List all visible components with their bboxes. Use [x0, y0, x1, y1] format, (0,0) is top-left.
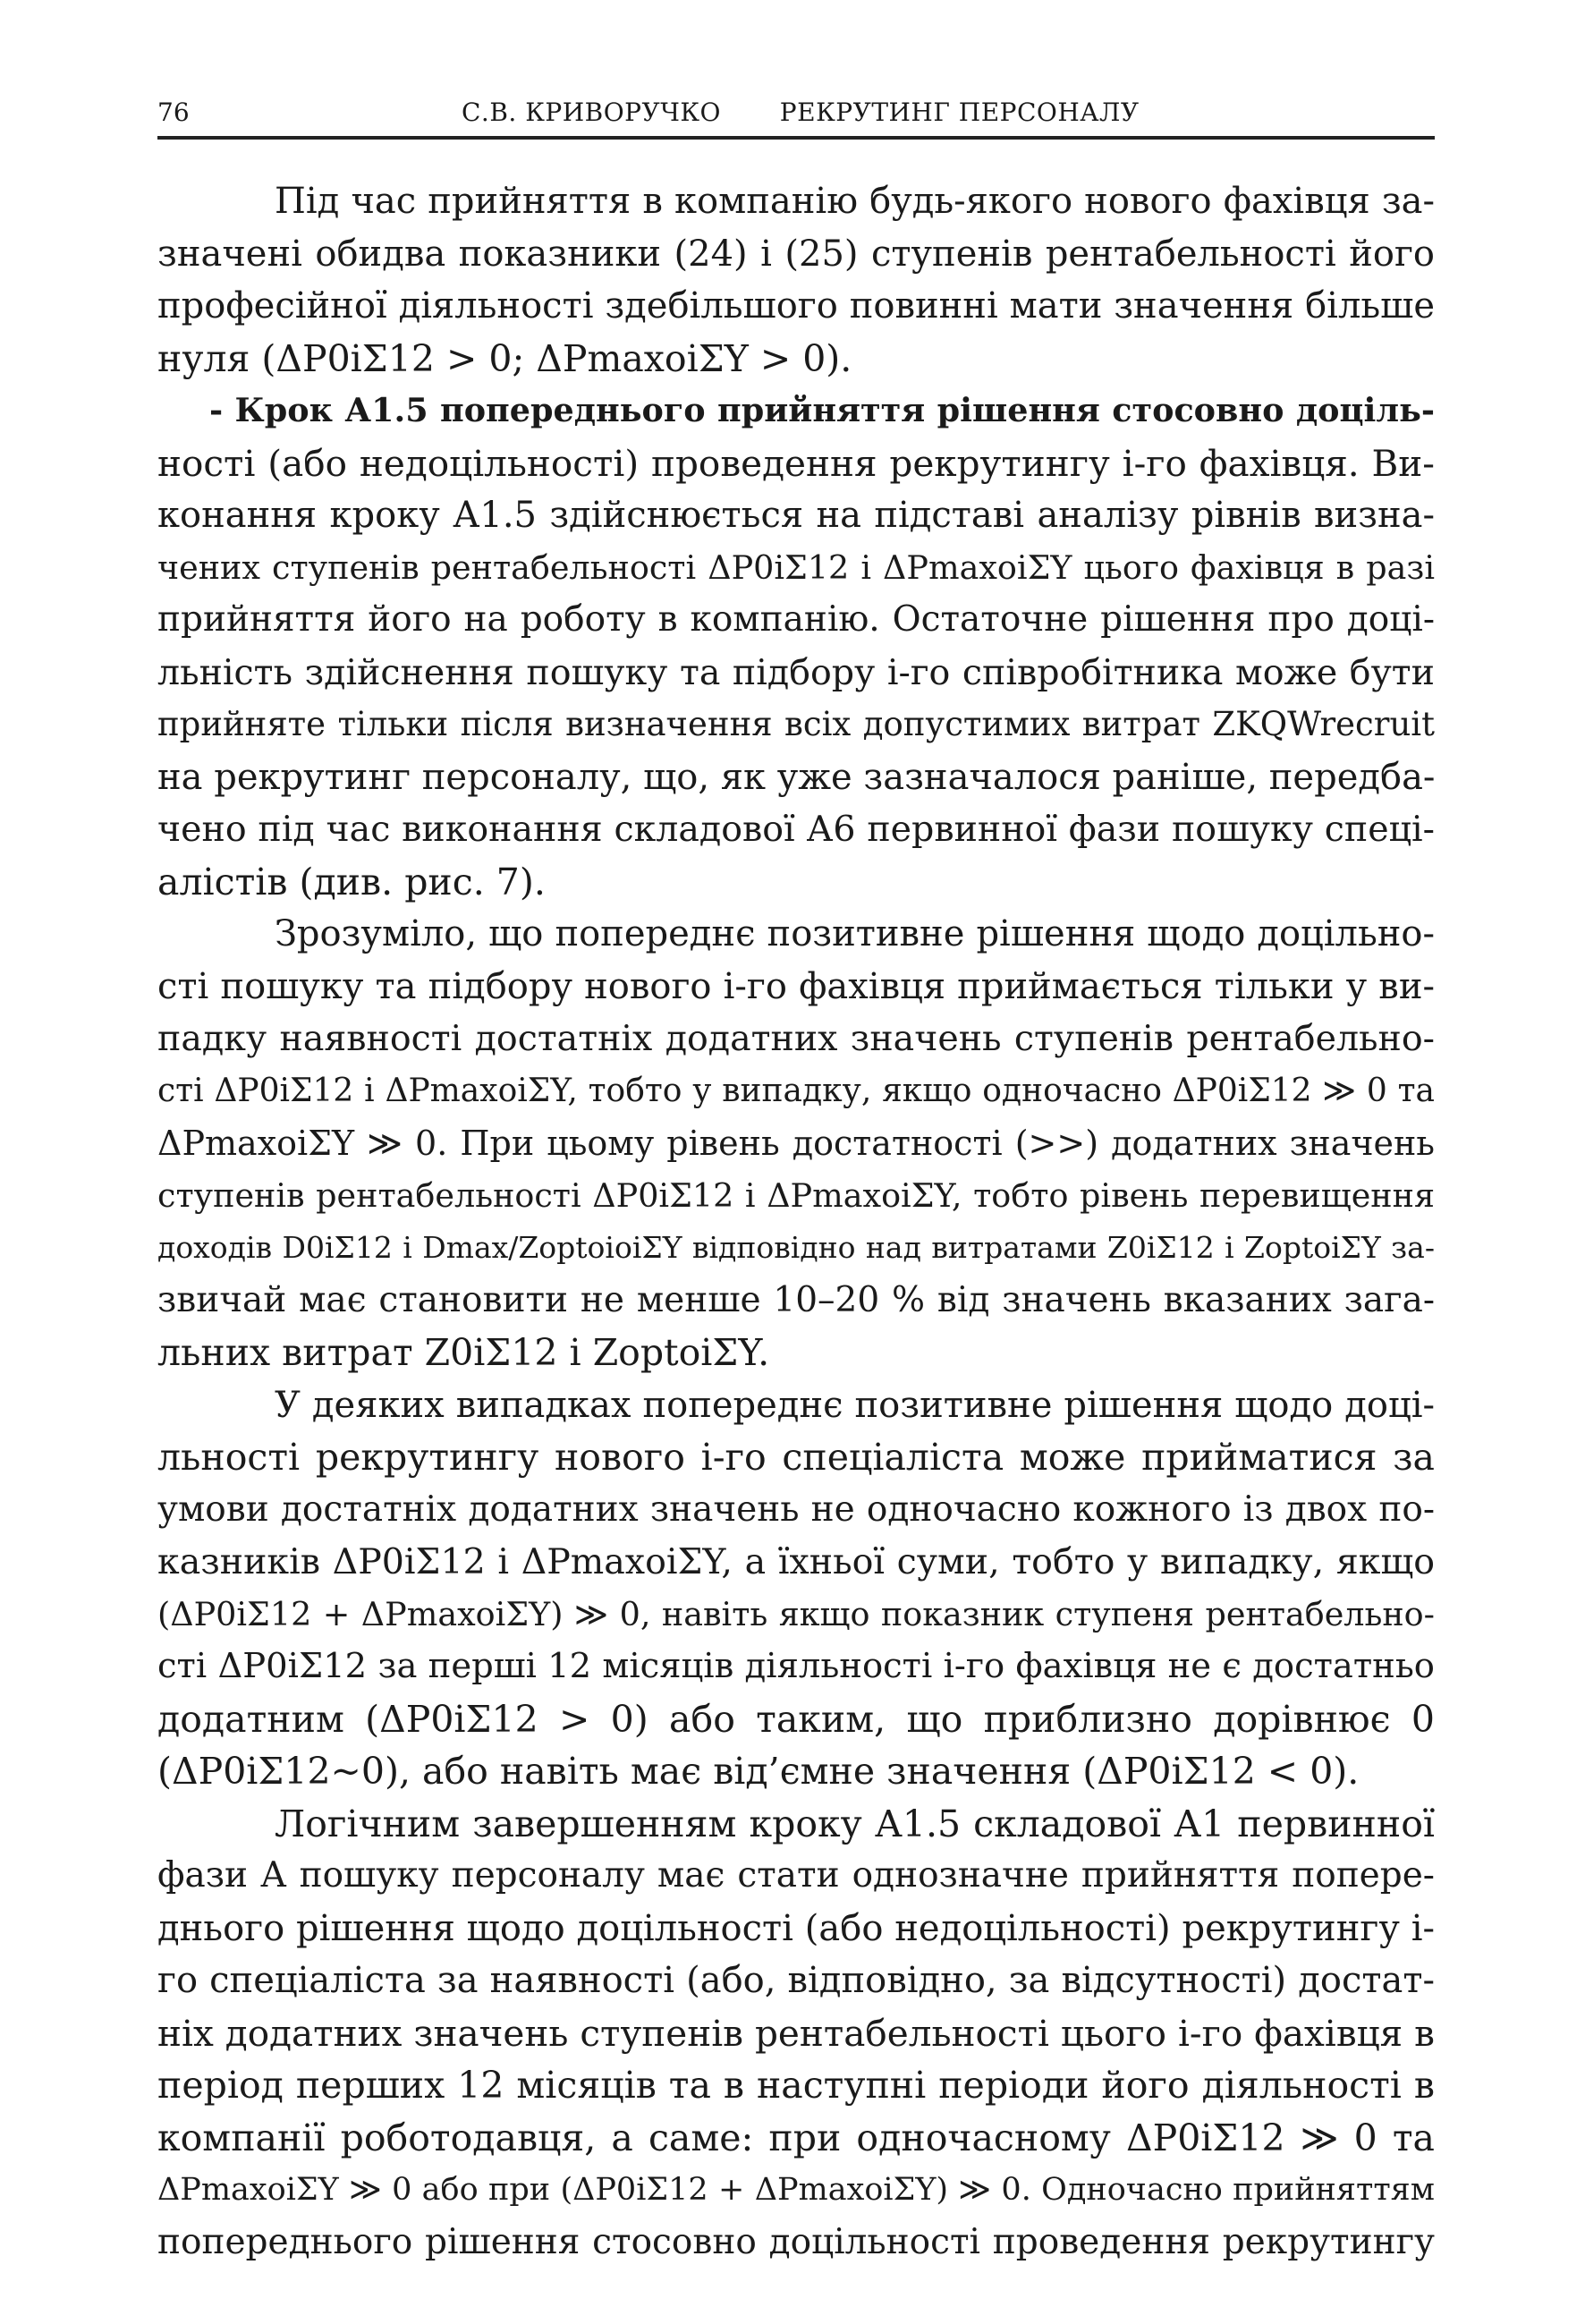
- text-line: льних витрат Z0iΣ12 і ZoptoiΣY.: [157, 1331, 770, 1374]
- text-line: Зрозуміло, що попереднє позитивне рішення щодо доцільно-: [275, 913, 1435, 954]
- text-line: попереднього рішення стосовно доцільності проведення рекрутингу: [157, 2221, 1435, 2262]
- page-number: 76: [157, 98, 190, 127]
- text-line: умови достатніх додатних значень не одночасно кожного із двох по-: [157, 1489, 1435, 1530]
- running-header: [157, 89, 1435, 140]
- text-line: алістів (див. рис. 7).: [157, 860, 546, 903]
- text-line: звичай має становити не менше 10–20 % від значень вказаних зага-: [157, 1279, 1435, 1320]
- text-line: фази А пошуку персоналу має стати однозначне прийняття попере-: [157, 1855, 1435, 1896]
- text-line: додатним (ΔP0iΣ12 > 0) або таким, що приблизно дорівнює 0: [157, 1697, 1435, 1741]
- text-line: Логічним завершенням кроку А1.5 складової А1 первинної: [275, 1802, 1435, 1845]
- text-line: ності (або недоцільності) проведення рекрутингу i-го фахівця. Ви-: [157, 441, 1435, 485]
- text-line: на рекрутинг персоналу, що, як уже зазначалося раніше, передба-: [157, 756, 1436, 798]
- text-line: сті ΔP0iΣ12 і ΔPmaxoiΣY, тобто у випадку, якщо одночасно ΔP0iΣ12 ≫ 0 та: [157, 1072, 1435, 1109]
- text-line: ніх додатних значень ступенів рентабельності цього i-го фахівця в: [157, 2011, 1435, 2055]
- text-line: го спеціаліста за наявності (або, відповідно, за відсутності) достат-: [157, 1960, 1435, 2001]
- text-line: ΔPmaxoiΣY ≫ 0 або при (ΔP0iΣ12 + ΔPmaxoiΣY) ≫ 0. Одночасно прийняттям: [157, 2172, 1435, 2208]
- text-line: чено під час виконання складової А6 первинної фази пошуку спеці-: [157, 809, 1435, 850]
- text-line: чених ступенів рентабельності ΔP0iΣ12 і ΔPmaxoiΣY цього фахівця в разі: [157, 547, 1435, 587]
- paragraph-4: [157, 1379, 1435, 1798]
- text-line: конання кроку А1.5 здійснюється на підставі аналізу рівнів визна-: [157, 495, 1435, 536]
- paragraph-1: [157, 175, 1435, 385]
- text-line: нуля (ΔP0iΣ12 > 0; ΔPmaxoiΣY > 0).: [157, 336, 852, 380]
- text-line: Під час прийняття в компанію будь-якого нового фахівця за-: [275, 181, 1435, 222]
- text-line: ступенів рентабельності ΔP0iΣ12 і ΔPmaxoiΣY, тобто рівень перевищення: [157, 1175, 1435, 1215]
- running-title: С.В. КРИВОРУЧКО РЕКРУТИНГ ПЕРСОНАЛУ: [462, 98, 1140, 127]
- text-line: компанії роботодавця, а саме: при одночасному ΔP0iΣ12 ≫ 0 та: [157, 2116, 1435, 2159]
- text-line: ΔPmaxoiΣY ≫ 0. При цьому рівень достатності (>>) додатних значень: [157, 1124, 1435, 1163]
- text-line: прийняте тільки після визначення всіх допустимих витрат ZKQWrecruit: [157, 705, 1435, 743]
- text-line: значені обидва показники (24) і (25) ступенів рентабельності його: [157, 233, 1435, 275]
- text-line: У деяких випадках попереднє позитивне рішення щодо доці-: [275, 1384, 1435, 1426]
- text-line: (ΔP0iΣ12 + ΔPmaxoiΣY) ≫ 0, навіть якщо показник ступеня рентабельно-: [157, 1594, 1435, 1633]
- text-line: професійної діяльності здебільшого повинні мати значення більше: [157, 285, 1435, 327]
- text-line: льність здійснення пошуку та підбору i-го співробітника може бути: [157, 651, 1435, 693]
- body-text: [157, 175, 1435, 2269]
- text-line: падку наявності достатніх додатних значень ступенів рентабельно-: [157, 1018, 1435, 1059]
- text-line: прийняття його на роботу в компанію. Остаточне рішення про доці-: [157, 599, 1435, 640]
- text-line: казників ΔP0iΣ12 і ΔPmaxoiΣY, а їхньої суми, тобто у випадку, якщо: [157, 1541, 1435, 1582]
- paragraph-5: [157, 1798, 1435, 2269]
- text-line: льності рекрутингу нового i-го спеціаліста може прийматися за: [157, 1436, 1435, 1479]
- paragraph-3: [157, 908, 1435, 1379]
- text-line: сті ΔP0iΣ12 за перші 12 місяців діяльності i-го фахівця не є достатньо: [157, 1646, 1435, 1686]
- text-line: період перших 12 місяців та в наступні періоди його діяльності в: [157, 2064, 1435, 2107]
- text-line: днього рішення щодо доцільності (або недоцільності) рекрутингу i-: [157, 1907, 1435, 1949]
- paragraph-step-a15: [157, 385, 1435, 908]
- step-heading-line: - Крок А1.5 попереднього прийняття рішення стосовно доціль-: [209, 391, 1435, 429]
- text-line: доходів D0iΣ12 і Dmax/ZoptoioiΣY відповідно над витратами Z0iΣ12 і ZoptoiΣY за-: [157, 1230, 1435, 1265]
- text-line: (ΔP0iΣ12~0), або навіть має від’ємне значення (ΔP0iΣ12 < 0).: [157, 1750, 1360, 1793]
- text-line: сті пошуку та підбору нового i-го фахівця приймається тільки у ви-: [157, 965, 1435, 1007]
